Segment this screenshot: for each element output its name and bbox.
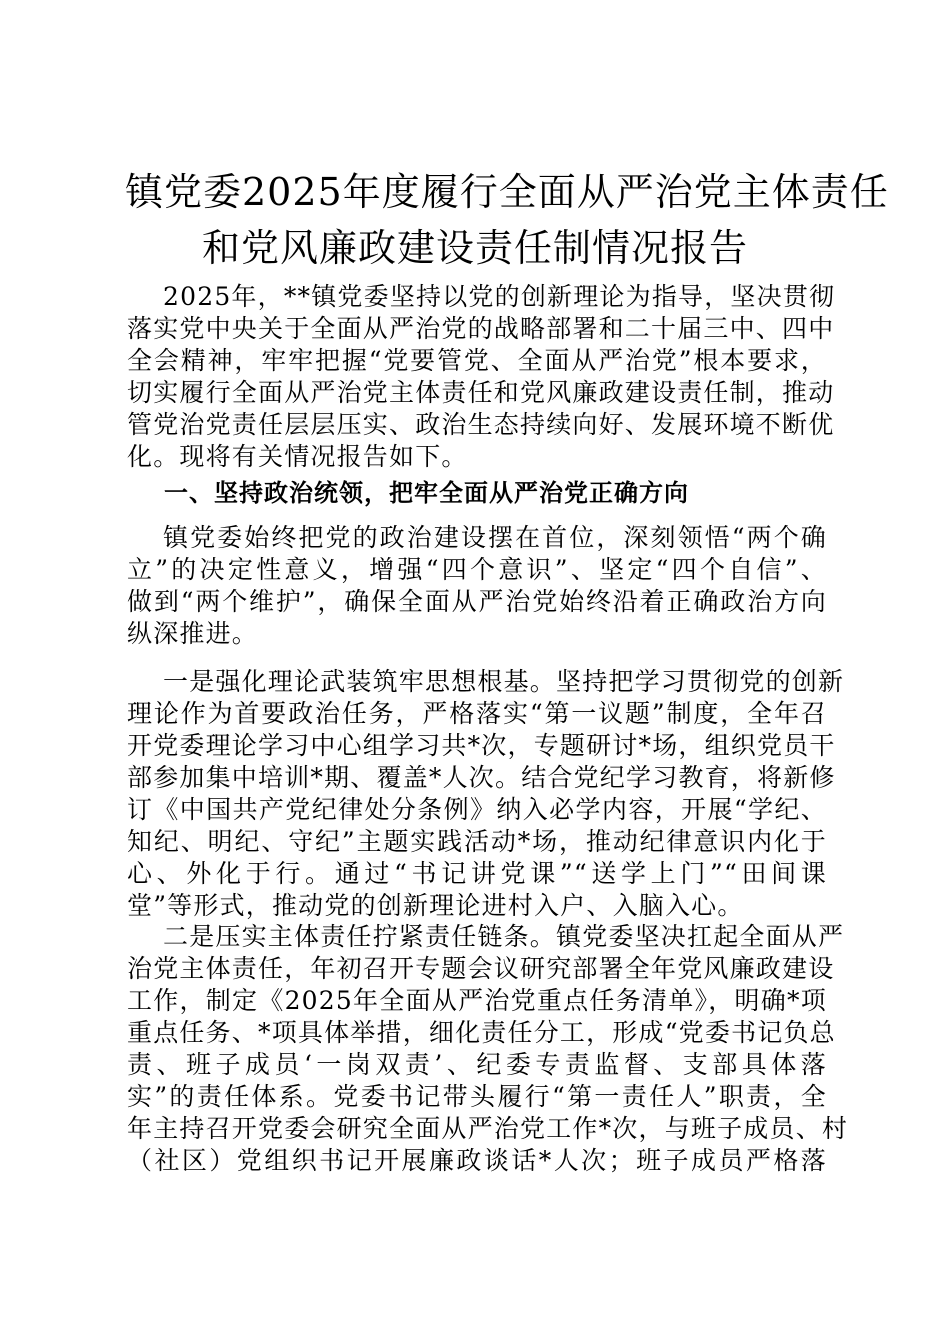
text-line: 落实党中央关于全面从严治党的战略部署和二十届三中、四中 <box>127 314 835 343</box>
text-line: 立”的决定性意义，增强“四个意识”、坚定“四个自信”、 <box>127 555 827 584</box>
title-line: 镇党委2025年度履行全面从严治党主体责任 <box>125 170 889 214</box>
text-line: 全会精神，牢牢把握“党要管党、全面从严治党”根本要求， <box>127 346 827 375</box>
text-line: （社区）党组织书记开展廉政谈话*人次；班子成员严格落 <box>127 1146 827 1175</box>
text-line: 二是压实主体责任拧紧责任链条。镇党委坚决扛起全面从严 <box>163 922 845 951</box>
text-line: 知纪、明纪、守纪”主题实践活动*场，推动纪律意识内化于 <box>127 827 827 856</box>
text-line: 堂”等形式，推动党的创新理论进村入户、入脑入心。 <box>127 891 744 920</box>
text-line: 开党委理论学习中心组学习共*次，专题研讨*场，组织党员干 <box>127 731 836 760</box>
section-heading: 一、坚持政治统领，把牢全面从严治党正确方向 <box>164 479 689 507</box>
text-line: 实”的责任体系。党委书记带头履行“第一责任人”职责，全 <box>127 1082 827 1111</box>
text-line: 工作，制定《2025年全面从严治党重点任务清单》，明确*项 <box>127 986 827 1015</box>
text-line: 一是强化理论武装筑牢思想根基。坚持把学习贯彻党的创新 <box>163 667 845 696</box>
text-line: 重点任务、*项具体举措，细化责任分工，形成“党委书记负总 <box>127 1018 836 1047</box>
text-line: 切实履行全面从严治党主体责任和党风廉政建设责任制，推动 <box>127 378 835 407</box>
intro-paragraph <box>127 281 836 473</box>
text-line: 心、外化于行。通过“书记讲党课”“送学上门”“田间课 <box>127 859 827 888</box>
text-line: 管党治党责任层层压实、政治生态持续向好、发展环境不断优 <box>127 410 835 439</box>
text-line: 订《中国共产党纪律处分条例》纳入必学内容，开展“学纪、 <box>127 795 827 824</box>
text-line: 责、班子成员‘一岗双责’、纪委专责监督、支部具体落 <box>127 1050 827 1079</box>
text-line: 理论作为首要政治任务，严格落实“第一议题”制度，全年召 <box>127 699 827 728</box>
text-line: 治党主体责任，年初召开专题会议研究部署全年党风廉政建设 <box>127 954 835 983</box>
text-line: 化。现将有关情况报告如下。 <box>127 442 468 471</box>
title-line: 和党风廉政建设责任制情况报告 <box>201 226 748 270</box>
text-line: 2025年，**镇党委坚持以党的创新理论为指导，坚决贯彻 <box>163 282 836 311</box>
section1-lead-paragraph <box>127 522 827 650</box>
text-line: 纵深推进。 <box>127 619 259 648</box>
point-one-paragraph <box>127 666 845 922</box>
point-two-paragraph <box>127 921 849 1177</box>
text-line: 做到“两个维护”，确保全面从严治党始终沿着正确政治方向 <box>127 587 827 616</box>
text-line: 镇党委始终把党的政治建设摆在首位，深刻领悟“两个确 <box>163 523 827 552</box>
text-line: 年主持召开党委会研究全面从严治党工作*次，与班子成员、村 <box>127 1114 849 1143</box>
document-title <box>125 164 889 276</box>
text-line: 部参加集中培训*期、覆盖*人次。结合党纪学习教育，将新修 <box>127 763 836 792</box>
